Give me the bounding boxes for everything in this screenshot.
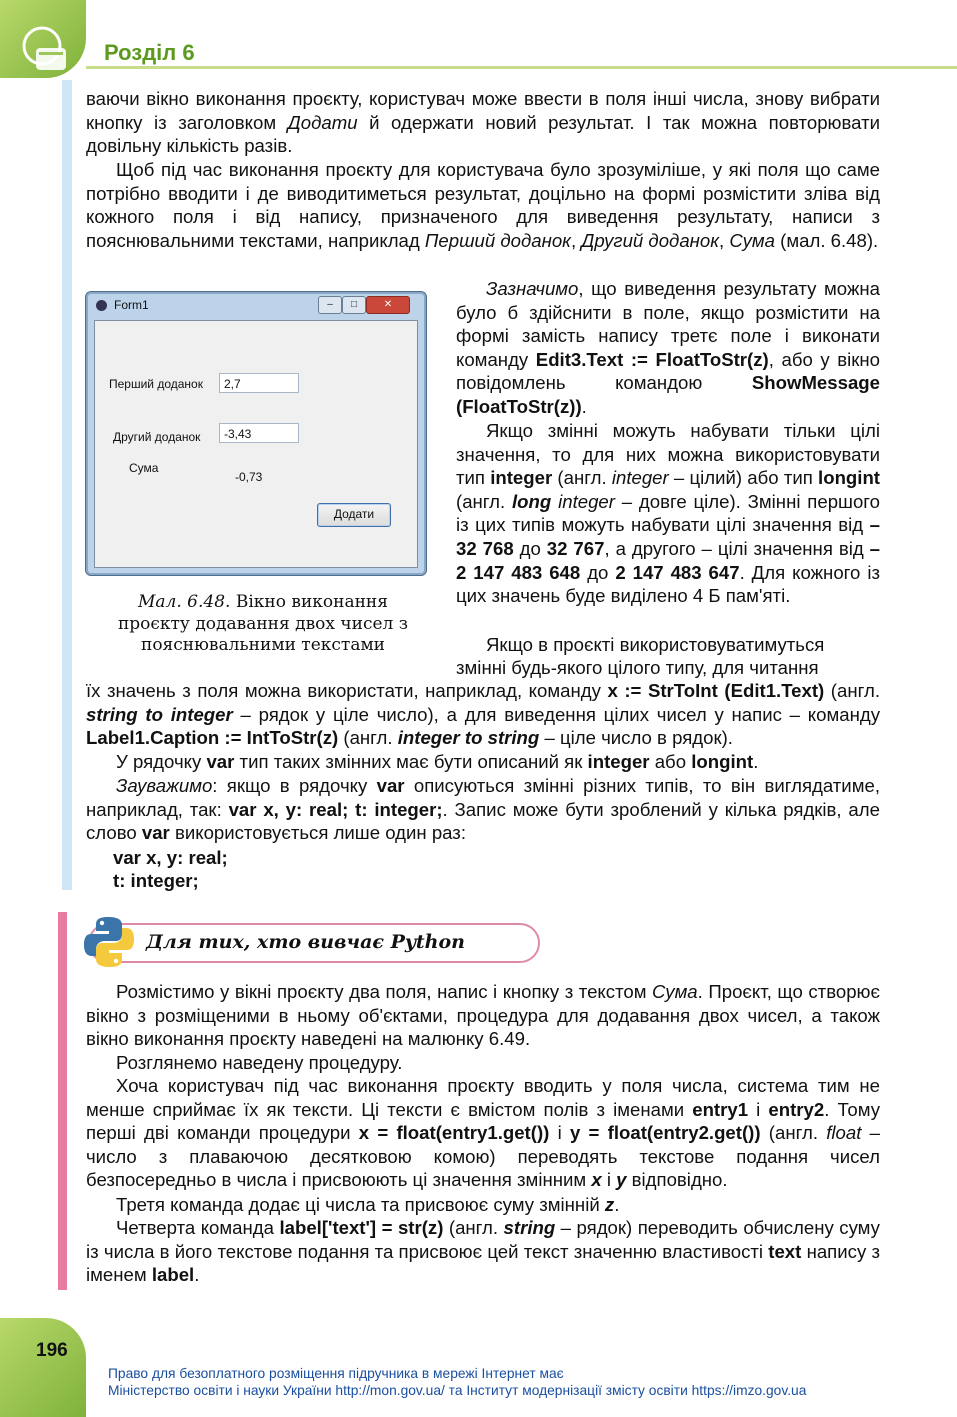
figure-caption	[100, 592, 426, 657]
window-title: Form1	[114, 298, 149, 312]
edit2-field[interactable]: -3,43	[219, 423, 299, 443]
caption-text: Вікно виконання проєкту додавання двох чисел з пояснювальними текстами	[117, 592, 409, 655]
form1-window	[85, 291, 427, 576]
python-paragraph-4: Третя команда додає ці числа та присвоює суму змінній z.	[116, 1194, 620, 1215]
python-margin-bar	[58, 912, 67, 1290]
python-paragraph-2: Розглянемо наведену процедуру.	[116, 1052, 403, 1073]
paragraph-6: У рядочку var тип таких змінних має бути описаний як integer або longint.	[116, 751, 759, 772]
page-number: 196	[36, 1340, 68, 1361]
python-paragraph-1: Розмістимо у вікні проєкту два поля, напис і кнопку з текстом Сума. Проєкт, що створює вікно з розміщеними в ньому об'єктами, процедура для додавання двох чисел, а також вікно виконання проєкту наведені на малюнку 6.49.	[86, 981, 880, 1050]
python-paragraph-3: Хоча користувач під час виконання проєкту вводить у поля числа, система тим не менше сприймає їх як тексти. Ці тексти є вмістом полів з іменами entry1 і entry2. Тому перші дві команди процедури x = float(entry1.get()) і y = float(entry2.get()) (англ. float – число з плаваючою десятковою комою) переводять текстове подання чисел безпосередньо в числа і присвоюють ці значення змінним x і y відповідно.	[86, 1075, 880, 1191]
label-sum: Сума	[129, 461, 159, 475]
paragraph-2: Щоб під час виконання проєкту для користувача було зрозуміліше, у які поля що саме потрібно вводити і де виводитиметься результат, доцільно на формі розмістити зліва від кожного поля і від напису, призначеного для виведення результату, написи з пояснювальними текстами, наприклад Перший доданок, Другий доданок, Сума (мал. 6.48).	[86, 159, 880, 251]
paragraph-7: Зауважимо: якщо в рядочку var описуються змінні різних типів, то він виглядатиме, наприклад, так: var x, y: real; t: integer;. Запис може бути зроблений у кілька рядків, але слово var використовується лише один раз:	[86, 775, 880, 844]
book-icon	[18, 22, 74, 74]
form-client-area	[94, 320, 418, 568]
minimize-icon[interactable]: –	[318, 296, 342, 314]
label-second-addend: Другий доданок	[113, 430, 201, 444]
edit1-field[interactable]: 2,7	[219, 373, 299, 393]
margin-bar	[62, 80, 72, 890]
footer-line-1: Право для безоплатного розміщення підручника в мережі Інтернет має	[108, 1366, 564, 1381]
maximize-icon[interactable]: □	[342, 296, 366, 314]
python-section-title: Для тих, хто вивчає Python	[146, 931, 465, 953]
paragraph-5-start: Якщо в проєкті використовуватимуться	[486, 634, 825, 655]
paragraph-3: Зазначимо, що виведення результату можна було б здійснити в поле, якщо розмістити на формі замість напису третє поле і виконати команду Edit3.Text := FloatToStr(z), або у вікно повідомлень командою ShowMessage (FloatToStr(z)).	[456, 278, 880, 417]
window-titlebar	[86, 292, 426, 318]
code-line-1: var x, y: real;	[113, 847, 228, 868]
result-label: -0,73	[235, 470, 263, 484]
paragraph-5-rest: їх значень з поля можна використати, наприклад, команду x := StrToInt (Edit1.Text) (англ. string to integer – рядок у ціле число), а для виведення цілих чисел у напис – команду Label1.Caption := IntToStr(z) (англ. integer to string – ціле число в рядок).	[86, 680, 880, 749]
python-logo-icon	[82, 913, 136, 971]
paragraph-4: Якщо змінні можуть набувати тільки цілі значення, то для них можна використовувати тип integer (англ. integer – цілий) або тип longint (англ. long integer – довге ціле). Змінні першого із цих типів можуть набувати цілі значення від –32 768 до 32 767, а другого – цілі значення від –2 147 483 648 до 2 147 483 647. Для кожного із цих значень буде виділено 4 Б пам'яті.	[456, 420, 881, 607]
footer-line-2[interactable]: Міністерство освіти і науки України http://mon.gov.ua/ та Інститут модернізації змісту освіти https://imzo.gov.ua	[108, 1383, 807, 1398]
code-line-2: t: integer;	[113, 870, 199, 891]
header-rule	[86, 66, 957, 69]
footer-notice	[108, 1365, 928, 1399]
python-paragraph-5: Четверта команда label['text'] = str(z) (англ. string – рядок) переводить обчислену суму із числа в його текстове подання та присвоює цей текст значенню властивості text напису з іменем label.	[86, 1217, 880, 1286]
app-icon	[96, 300, 107, 311]
add-button[interactable]: Додати	[317, 503, 391, 527]
paragraph-5-cont: змінні будь-якого цілого типу, для читання	[456, 657, 819, 678]
footer-decoration	[0, 1318, 86, 1417]
chapter-title: Розділ 6	[104, 40, 195, 65]
close-icon[interactable]: ✕	[366, 296, 410, 314]
caption-number: Мал. 6.48.	[138, 592, 231, 612]
paragraph-1: ваючи вікно виконання проєкту, користувач може ввести в поля інші числа, знову вибрати кнопку із заголовком Додати й одержати новий результат. І так можна повторювати довільну кількість разів.	[86, 88, 880, 157]
label-first-addend: Перший доданок	[109, 377, 203, 391]
